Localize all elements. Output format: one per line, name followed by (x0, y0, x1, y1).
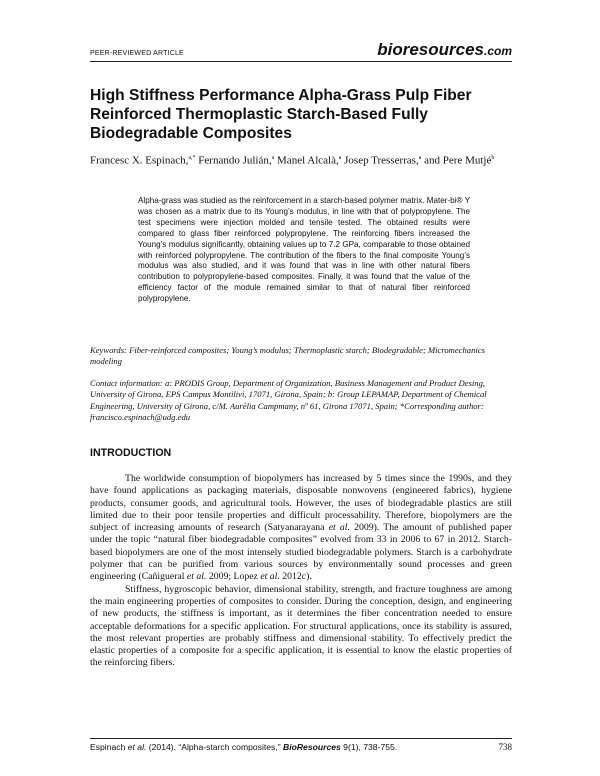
paragraph: Stiffness, hygroscopic behavior, dimensional stability, strength, and fracture toughness are among the main engineering properties of composites to consider. During the conception, design, and engineering of new products, the stiffness is important, as it determines the fiber concentration needed to ensure acceptable deformations for a specific application. For structural applications, once its stability is assured, the most relevant properties are probably stiffness and dimensional stability. To effectively predict the elastic properties of a composite for a specific application, it is essential to know the elastic properties of the reinforcing fibers. (90, 583, 512, 669)
author-name: Manel Alcalà, (277, 154, 339, 167)
abstract: Alpha-grass was studied as the reinforcement in a starch-based polymer matrix. Mater-bi® Y was chosen as a matrix due to its Young’s modulus, in line with that of polypropylene. The test specimens were injection molded and tensile tested. The obtained results were compared to glass fiber reinforced polypropylene. The reinforcing fibers increased the Young’s modulus significantly, obtaining values up to 7.2 GPa, comparable to those obtained with reinforced polypropylene. The contribution of the fibers to the final composite Young’s modulus was also studied, and it was found that was in line with other natural fibers contribution to polypropylene-based composites. Finally, it was found that the value of the efficiency factor of the module remained similar to that of natural fiber reinforced polypropylene. (138, 196, 470, 304)
body-text (90, 473, 512, 670)
journal-brand-name: bioresources (377, 40, 484, 59)
section-heading-introduction: INTRODUCTION (90, 447, 172, 459)
author-affiliation: a (338, 155, 342, 161)
footer-rule (90, 738, 512, 739)
header-rule (90, 61, 512, 62)
page-header (90, 32, 512, 62)
article-type-label: PEER-REVIEWED ARTICLE (90, 50, 184, 57)
author-name: and Pere Mutjé (424, 154, 492, 167)
author-affiliation: a,* (188, 155, 196, 161)
author-list (90, 151, 510, 169)
contact-information: Contact information: a: PRODIS Group, Department of Organization, Business Management and Product Desing, University of Girona, EPS Campus Montilivi, 17071, Girona, Spain; b: Group LEPAMAP, Department of Chemical Engineering, University of Girona, c/M. Aurèlia Campmany, nº 61, Girona 17071, Spain; *Corresponding author: francisco.espinach@udg.edu (90, 378, 487, 423)
journal-brand[interactable] (377, 40, 512, 60)
author-affiliation: a (271, 155, 275, 161)
author-affiliation: b (491, 155, 495, 161)
footer-citation: Espinach et al. (2014). “Alpha-starch composites,” BioResources 9(1), 738-755. (90, 742, 398, 752)
page-footer (90, 738, 512, 758)
author-name: Francesc X. Espinach, (90, 154, 189, 167)
author-name: Fernando Julián, (198, 154, 272, 167)
paragraph: The worldwide consumption of biopolymers has increased by 5 times since the 1990s, and they have found applications as packaging materials, disposable nonwovens (engineered fabrics), hygiene products, consumer goods, and agricultural tools. However, the uses of biodegradable plastics are still limited due to their poor tensile properties and difficult processability. Therefore, biopolymers are the subject of increasing amounts of research (Satyanarayana et al. 2009). The amount of published paper under the topic “natural fiber biodegradable composites” evolved from 33 in 2006 to 67 in 2012. Starch-based biopolymers are one of the most intensely studied biodegradable polymers. Starch is a carbohydrate polymer that can be purified from various sources by environmentally sound processes and green engineering (Cañigueral et al. 2009; Lopez et al. 2012c). (90, 473, 513, 583)
journal-brand-domain: .com (483, 44, 512, 58)
author-name: Josep Tresserras, (344, 154, 419, 167)
article-title: High Stiffness Performance Alpha-Grass Pulp Fiber Reinforced Thermoplastic Starch-Based Fully Biodegradable Composites (90, 87, 472, 142)
keywords: Keywords: Fiber-reinforced composites; Young’s modulus; Thermoplastic starch; Biodegradable; Micromechanics modeling (90, 345, 485, 367)
author-affiliation: a (418, 155, 422, 161)
page-number: 738 (498, 742, 512, 752)
